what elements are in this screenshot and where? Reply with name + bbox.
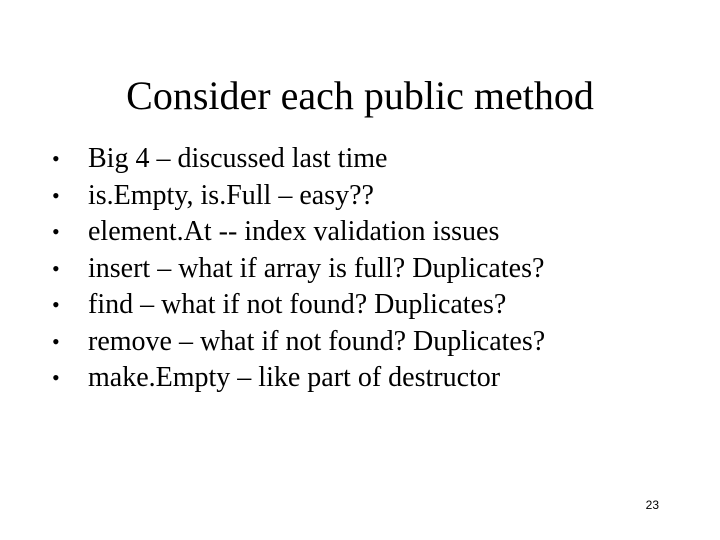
bullet-text: find – what if not found? Duplicates? [88,289,507,320]
bullet-dot-icon: • [52,328,60,354]
bullet-text: Big 4 – discussed last time [88,143,388,174]
bullet-dot-icon: • [52,255,60,281]
bullet-text: remove – what if not found? Duplicates? [88,325,546,357]
slide-title: Consider each public method [126,73,594,118]
bullet-text: is.Empty, is.Full – easy?? [88,179,374,211]
bullet-dot-icon: • [52,146,60,171]
bullet-text: element.At -- index validation issues [88,216,500,247]
bullet-text: make.Empty – like part of destructor [88,362,501,393]
bullet-dot-icon: • [52,182,60,208]
bullet-dot-icon: • [52,219,60,244]
bullet-dot-icon: • [52,365,60,390]
page-number: 23 [645,498,659,512]
bullet-dot-icon: • [52,292,60,317]
bullet-text: insert – what if array is full? Duplicates? [88,252,545,284]
